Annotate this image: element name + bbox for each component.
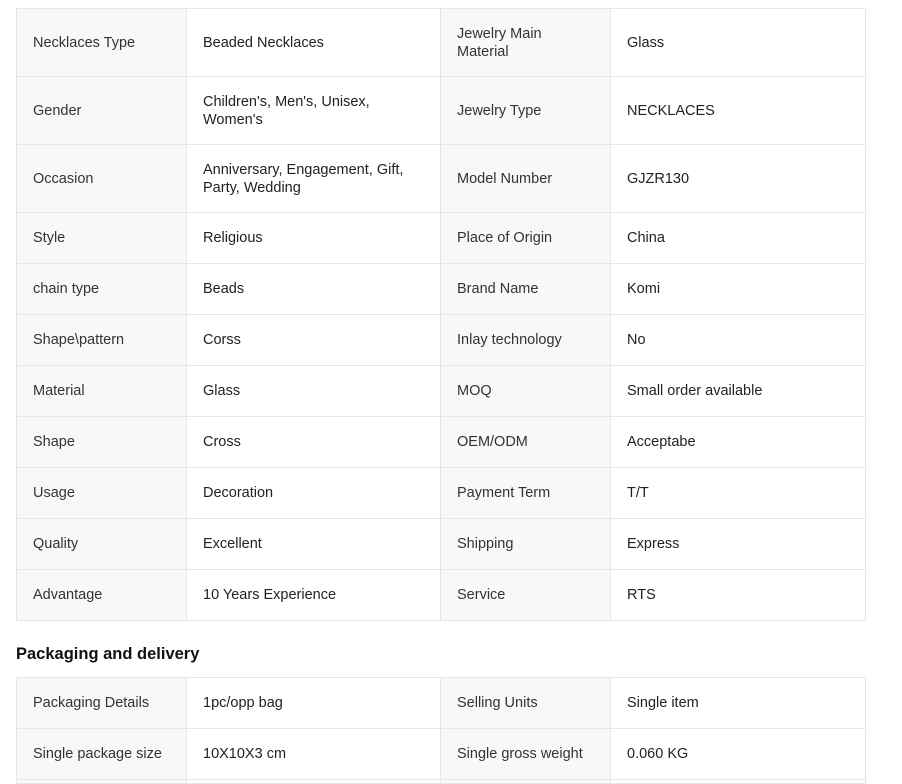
- attribute-key: Shape: [17, 417, 187, 468]
- attribute-key: MOQ: [441, 366, 611, 417]
- attribute-value: 10 Years Experience: [187, 570, 441, 621]
- attribute-value: Anniversary, Engagement, Gift, Party, Wedding: [187, 145, 441, 213]
- attribute-value: NECKLACES: [611, 77, 866, 145]
- attribute-key: Inlay technology: [441, 315, 611, 366]
- attribute-value: China: [611, 213, 866, 264]
- table-row: [17, 145, 866, 213]
- table-row: [17, 77, 866, 145]
- attribute-value: Acceptabe: [611, 417, 866, 468]
- attribute-value: No: [611, 315, 866, 366]
- attribute-key: Jewelry Type: [441, 77, 611, 145]
- table-row: [17, 519, 866, 570]
- attribute-value: Glass: [187, 366, 441, 417]
- attribute-value: Glass: [611, 9, 866, 77]
- attribute-value: Express: [611, 519, 866, 570]
- attribute-key: Material: [17, 366, 187, 417]
- attribute-value: Small order available: [611, 366, 866, 417]
- table-row: [17, 570, 866, 621]
- table-row: [17, 417, 866, 468]
- attribute-value: Corss: [187, 315, 441, 366]
- attribute-value: Beaded Necklaces: [187, 9, 441, 77]
- attribute-value: Children's, Men's, Unisex, Women's: [187, 77, 441, 145]
- attribute-value: Excellent: [187, 519, 441, 570]
- table-row: [17, 315, 866, 366]
- attribute-key: Occasion: [17, 145, 187, 213]
- attribute-key: Necklaces Type: [17, 9, 187, 77]
- attribute-key: Advantage: [17, 570, 187, 621]
- table-row: [17, 9, 866, 77]
- attribute-value: 10X10X3 cm: [187, 729, 441, 780]
- attribute-key: Service: [441, 570, 611, 621]
- attribute-value: 0.060 KG: [611, 729, 866, 780]
- table-row: [17, 366, 866, 417]
- attribute-value: Beads: [187, 264, 441, 315]
- attribute-key: chain type: [17, 264, 187, 315]
- table-row: [17, 729, 866, 780]
- attribute-key: Selling Units: [441, 678, 611, 729]
- section-title-packaging: Packaging and delivery: [16, 645, 200, 663]
- attribute-key: Usage: [17, 468, 187, 519]
- table-row: [17, 678, 866, 729]
- attribute-value: Komi: [611, 264, 866, 315]
- attribute-value: 1pc/opp bag: [187, 678, 441, 729]
- attribute-value: T/T: [611, 468, 866, 519]
- table-row: [17, 468, 866, 519]
- table-row: [17, 213, 866, 264]
- attribute-key: Shipping: [441, 519, 611, 570]
- attribute-key: Jewelry Main Material: [441, 9, 611, 77]
- attribute-key: Gender: [17, 77, 187, 145]
- attribute-key: Shape\pattern: [17, 315, 187, 366]
- attribute-value: Single item: [611, 678, 866, 729]
- attribute-key: Model Number: [441, 145, 611, 213]
- attribute-key: Quality: [17, 519, 187, 570]
- attribute-key: Single gross weight: [441, 729, 611, 780]
- attribute-value: Decoration: [187, 468, 441, 519]
- attribute-key: Packaging Details: [17, 678, 187, 729]
- table-row: [17, 264, 866, 315]
- attribute-key: Single package size: [17, 729, 187, 780]
- attribute-value: Religious: [187, 213, 441, 264]
- attribute-value: RTS: [611, 570, 866, 621]
- attribute-value: GJZR130: [611, 145, 866, 213]
- attribute-key: OEM/ODM: [441, 417, 611, 468]
- attribute-key: Style: [17, 213, 187, 264]
- attribute-key: Place of Origin: [441, 213, 611, 264]
- attribute-key: Payment Term: [441, 468, 611, 519]
- attribute-value: Cross: [187, 417, 441, 468]
- packaging-table: [16, 677, 866, 784]
- attributes-table: [16, 8, 866, 621]
- attribute-key: Brand Name: [441, 264, 611, 315]
